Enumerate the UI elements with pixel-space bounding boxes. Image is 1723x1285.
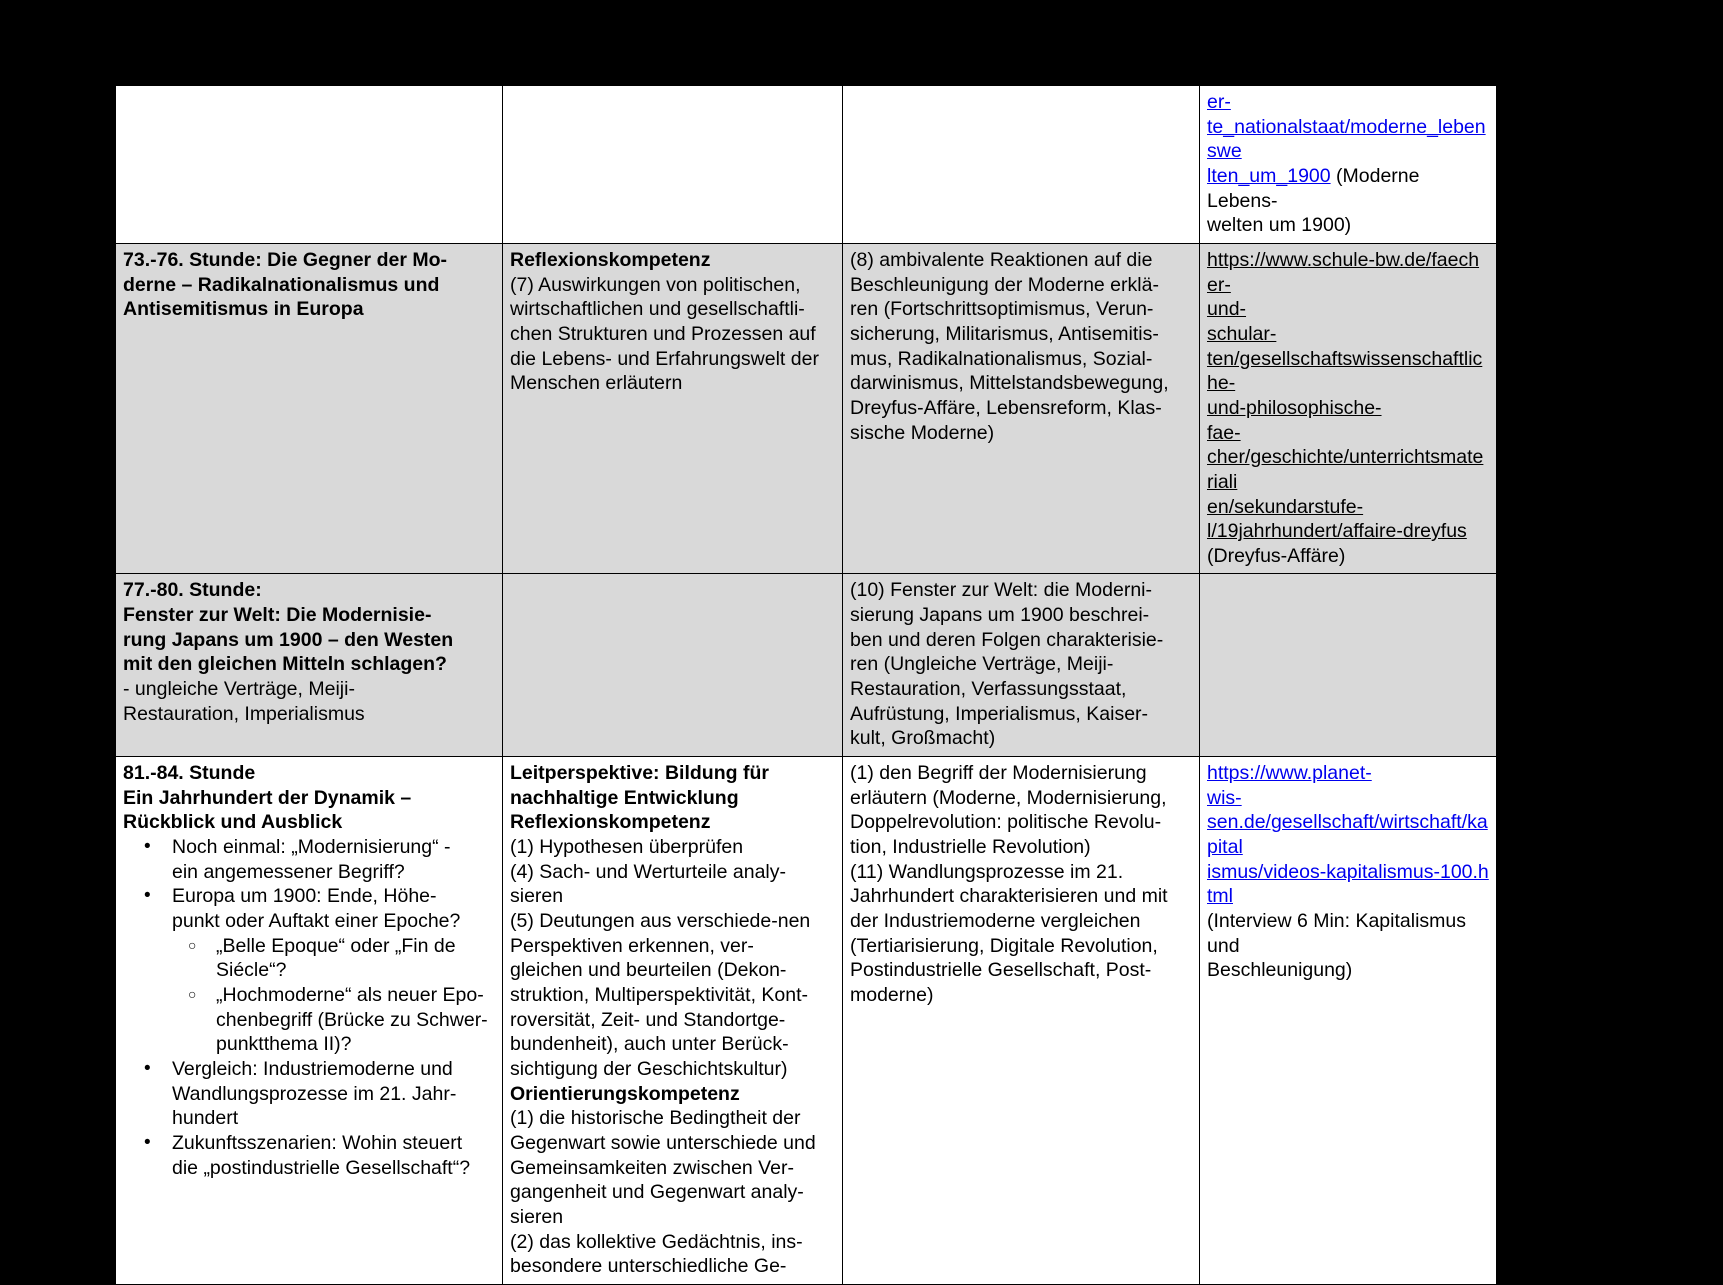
cell-resources <box>1200 757 1497 1285</box>
competence-line: die Lebens- und Erfahrungswelt der <box>510 347 819 370</box>
bullet-icon: • <box>144 1057 151 1079</box>
resource-link[interactable]: en/sekundarstufe- <box>1207 495 1364 518</box>
standard-line: Aufrüstung, Imperialismus, Kaiser- <box>850 702 1149 725</box>
topic-sub-bullet-list <box>172 934 495 1057</box>
standard-line: ren (Ungleiche Verträge, Meiji- <box>850 653 1114 676</box>
competence-heading-line: nachhaltige Entwicklung <box>510 786 739 809</box>
resource-link[interactable]: lten_um_1900 <box>1207 164 1331 187</box>
resource-link[interactable]: fae- <box>1207 421 1241 444</box>
resource-link[interactable]: cher/geschichte/unterrichtsmateriali <box>1207 446 1484 493</box>
competence-line-2: (1) die historische Bedingtheit der <box>510 1107 801 1130</box>
cell-resources <box>1200 86 1497 244</box>
table-row <box>116 243 1497 574</box>
competence-line: (1) Hypothesen überprüfen <box>510 836 744 859</box>
cell-topic <box>116 243 503 574</box>
standard-line: sicherung, Militarismus, Antisemitis- <box>850 322 1159 345</box>
topic-heading-line: rung Japans um 1900 – den Westen <box>123 628 454 651</box>
topic-heading-line: derne – Radikalnationalismus und <box>123 273 440 296</box>
sub-list-item-line: „Belle Epoque“ oder „Fin de <box>216 934 456 957</box>
resource-link[interactable]: te_nationalstaat/moderne_lebenswe <box>1207 115 1486 163</box>
cell-competence <box>503 243 843 574</box>
list-item <box>123 1057 495 1131</box>
cell-competence <box>503 86 843 244</box>
sub-list-item-line: Siécle“? <box>216 959 287 982</box>
cell-topic <box>116 757 503 1285</box>
list-item-line: die „postindustrielle Gesellschaft“? <box>172 1156 471 1179</box>
topic-heading-line: 77.-80. Stunde: <box>123 579 262 602</box>
competence-heading-2: Orientierungskompetenz <box>510 1082 740 1105</box>
cell-resources <box>1200 243 1497 574</box>
topic-heading-line: 73.-76. Stunde: Die Gegner der Mo- <box>123 248 447 271</box>
competence-line: struktion, Multiperspektivität, Kont- <box>510 983 809 1006</box>
resource-link[interactable]: wis- <box>1207 786 1242 809</box>
competence-line-2: gangenheit und Gegenwart analy- <box>510 1181 804 1204</box>
list-item-line: hundert <box>172 1107 239 1130</box>
sub-list-item-line: „Hochmoderne“ als neuer Epo- <box>216 983 484 1006</box>
topic-heading-line: Rückblick und Ausblick <box>123 811 343 834</box>
resource-note: welten um 1900) <box>1207 214 1352 237</box>
hollow-bullet-icon: ○ <box>188 985 197 1002</box>
competence-line-2: (2) das kollektive Gedächtnis, ins- <box>510 1230 803 1253</box>
standard-line: (8) ambivalente Reaktionen auf die <box>850 248 1153 271</box>
sub-list-item-line: chenbegriff (Brücke zu Schwer- <box>216 1008 488 1031</box>
resource-link[interactable]: ten/gesellschaftswissenschaftliche- <box>1207 347 1483 395</box>
resource-note: Beschleunigung) <box>1207 959 1353 982</box>
cell-standards <box>843 757 1200 1285</box>
bullet-icon: • <box>144 885 151 907</box>
topic-detail-line: - ungleiche Verträge, Meiji- <box>123 678 355 701</box>
list-item <box>123 884 495 1057</box>
list-item-line: punkt oder Auftakt einer Epoche? <box>172 910 461 932</box>
standard-line: tion, Industrielle Revolution) <box>850 836 1091 859</box>
topic-heading-line: 81.-84. Stunde <box>123 762 256 785</box>
competence-line: wirtschaftlichen und gesellschaftli- <box>510 298 805 321</box>
resource-link[interactable]: sen.de/gesellschaft/wirtschaft/kapital <box>1207 811 1488 859</box>
standard-line: sierung Japans um 1900 beschrei- <box>850 604 1150 627</box>
cell-resources <box>1200 574 1497 757</box>
table-row <box>116 757 1497 1285</box>
standard-line: (11) Wandlungsprozesse im 21. <box>850 860 1124 883</box>
competence-line: Perspektiven erkennen, ver- <box>510 934 754 957</box>
competence-line: chen Strukturen und Prozessen auf <box>510 322 816 345</box>
cell-competence <box>503 757 843 1285</box>
list-item-line: Noch einmal: „Modernisierung“ - <box>172 836 451 859</box>
standard-line: darwinismus, Mittelstandsbewegung, <box>850 372 1169 395</box>
resource-note: (Dreyfus-Affäre) <box>1207 544 1346 567</box>
list-item-line: Wandlungsprozesse im 21. Jahr- <box>172 1082 457 1105</box>
competence-line-2: Gegenwart sowie unterschiede und <box>510 1131 816 1154</box>
competence-line-2: sieren <box>510 1205 564 1228</box>
cell-standards <box>843 86 1200 244</box>
standard-line: ren (Fortschrittsoptimismus, Verun- <box>850 298 1154 321</box>
topic-detail-line: Restauration, Imperialismus <box>123 702 365 725</box>
competence-line-2: besondere unterschiedliche Ge- <box>510 1255 787 1278</box>
standard-line: erläutern (Moderne, Modernisierung, <box>850 786 1167 809</box>
resource-link[interactable]: https://www.planet- <box>1207 762 1372 785</box>
topic-heading-line: mit den gleichen Mitteln schlagen? <box>123 653 447 676</box>
cell-standards <box>843 243 1200 574</box>
resource-link[interactable]: https://www.schule-bw.de/faecher- <box>1207 248 1480 296</box>
resource-note: (Moderne Lebens- <box>1207 164 1420 212</box>
resource-link[interactable]: und- <box>1207 298 1247 321</box>
resource-note: (Interview 6 Min: Kapitalismus und <box>1207 910 1467 957</box>
competence-line: (7) Auswirkungen von politischen, <box>510 273 801 296</box>
standard-line: kult, Großmacht) <box>850 727 996 750</box>
competence-line: (5) Deutungen aus verschiede-nen <box>510 910 811 932</box>
standard-line: Postindustrielle Gesellschaft, Post- <box>850 959 1152 982</box>
cell-competence <box>503 574 843 757</box>
list-item <box>123 835 495 884</box>
list-item-line: ein angemessener Begriff? <box>172 860 405 883</box>
cell-standards <box>843 574 1200 757</box>
resource-link[interactable]: er- <box>1207 91 1231 113</box>
hollow-bullet-icon: ○ <box>188 936 197 953</box>
topic-heading-line: Antisemitismus in Europa <box>123 298 364 321</box>
competence-line: bundenheit), auch unter Berück- <box>510 1033 789 1056</box>
standard-line: Doppelrevolution: politische Revolu- <box>850 811 1162 834</box>
curriculum-table <box>115 85 1497 1285</box>
resource-link[interactable]: l/19jahrhundert/affaire-dreyfus <box>1207 520 1467 543</box>
standard-line: Beschleunigung der Moderne erklä- <box>850 273 1159 296</box>
resource-link[interactable]: ismus/videos-kapitalismus-100.html <box>1207 860 1489 908</box>
table-row <box>116 86 1497 244</box>
resource-link[interactable]: und-philosophische- <box>1207 396 1382 419</box>
sub-list-item-line: punktthema II)? <box>216 1033 352 1056</box>
list-item <box>123 1131 495 1180</box>
standard-line: Restauration, Verfassungsstaat, <box>850 678 1127 701</box>
standard-line: moderne) <box>850 983 934 1006</box>
resource-link[interactable]: schular- <box>1207 322 1277 345</box>
sub-list-item <box>172 983 495 1057</box>
standard-line: Dreyfus-Affäre, Lebensreform, Klas- <box>850 396 1162 419</box>
standard-line: der Industriemoderne vergleichen <box>850 910 1141 932</box>
standard-line: sische Moderne) <box>850 421 995 444</box>
competence-line: Menschen erläutern <box>510 372 683 395</box>
cell-topic <box>116 86 503 244</box>
list-item-line: Europa um 1900: Ende, Höhe- <box>172 885 437 908</box>
list-item-line: Zukunftsszenarien: Wohin steuert <box>172 1131 463 1154</box>
standard-line: Jahrhundert charakterisieren und mit <box>850 885 1168 908</box>
standard-line: (1) den Begriff der Modernisierung <box>850 762 1147 785</box>
standard-line: mus, Radikalnationalismus, Sozial- <box>850 347 1153 370</box>
cell-topic <box>116 574 503 757</box>
list-item-line: Vergleich: Industriemoderne und <box>172 1057 453 1080</box>
standard-line: ben und deren Folgen charakterisie- <box>850 628 1164 651</box>
competence-line: roversität, Zeit- und Standortge- <box>510 1008 786 1031</box>
competence-heading: Reflexionskompetenz <box>510 248 711 271</box>
topic-heading-line: Ein Jahrhundert der Dynamik – <box>123 786 412 809</box>
topic-heading-line: Fenster zur Welt: Die Modernisie- <box>123 604 432 627</box>
competence-line: (4) Sach- und Werturteile analy- <box>510 860 787 883</box>
competence-line: gleichen und beurteilen (Dekon- <box>510 959 787 982</box>
bullet-icon: • <box>144 836 151 858</box>
standard-line: (10) Fenster zur Welt: die Moderni- <box>850 579 1152 602</box>
sub-list-item <box>172 934 495 983</box>
competence-line: sieren <box>510 885 564 908</box>
competence-heading-line: Reflexionskompetenz <box>510 811 711 834</box>
competence-line: sichtigung der Geschichtskultur) <box>510 1057 788 1080</box>
bullet-icon: • <box>144 1131 151 1153</box>
standard-line: (Tertiarisierung, Digitale Revolution, <box>850 934 1158 957</box>
topic-bullet-list <box>123 835 495 1180</box>
table-row <box>116 574 1497 757</box>
competence-heading-line: Leitperspektive: Bildung für <box>510 762 769 785</box>
competence-line-2: Gemeinsamkeiten zwischen Ver- <box>510 1156 794 1179</box>
